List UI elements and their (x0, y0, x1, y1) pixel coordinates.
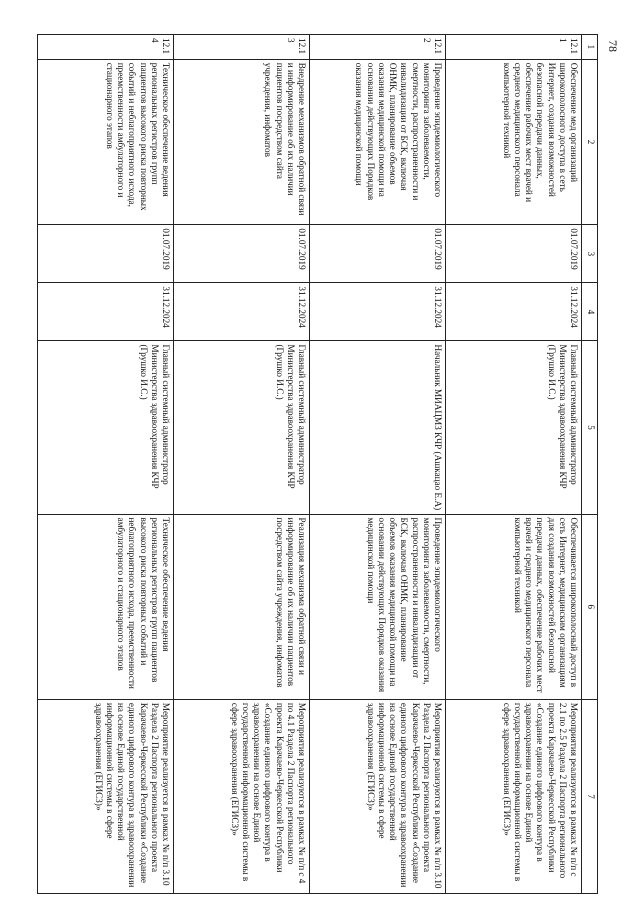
row-number: 12.14 (38, 35, 174, 60)
responsible-cell: Главный системный администратор Министерства здравоохранения КЧР (Грушко И.С.) (38, 341, 174, 514)
column-header: 3 (582, 225, 598, 283)
note-cell: Мероприятия реализуются в рамках № п/п с 4 по 4.1 Раздела 2 Паспорта регионального проекта Карачаево-Черкесской Республики «Создание единого цифрового контура в здравоохранении на основе Единой государственной информационной системы в сфере здравоохранения (ЕГИСЗ)» (174, 699, 310, 893)
rotated-table-container (38, 34, 598, 894)
column-header: 4 (582, 283, 598, 341)
column-header: 6 (582, 514, 598, 699)
page-number: 78 (606, 40, 620, 52)
table-row (446, 35, 582, 894)
row-number: 12.13 (174, 35, 310, 60)
start-date-cell: 01.07.2019 (310, 225, 446, 283)
activity-cell: Проведение эпидемиологического мониторинга заболеваемости, смертности, распространенности и инвалидизации от БСК, включая ОНМК, планирование объемов оказания медицинской помощи на основании действующих Порядков оказания медицинской помощи (310, 59, 446, 225)
row-number: 12.12 (310, 35, 446, 60)
note-cell: Мероприятия реализуются в рамках № п/п 3.10 Раздела 2 Паспорта регионального проекта Карачаево-Черкесской Республики «Создание единого цифрового контура в здравоохранении на основе Единой государственной информационной системы в сфере здравоохранения (ЕГИСЗ)» (310, 699, 446, 893)
result-cell: Техническое обеспечение ведения региональных регистров групп пациентов высокого риска повторных событий и неблагоприятного исхода, преемственности амбулаторного и стационарного этапов (38, 514, 174, 699)
end-date-cell: 31.12.2024 (310, 283, 446, 341)
start-date-cell: 01.07.2019 (446, 225, 582, 283)
result-cell: Проведение эпидемиологического мониторинга заболеваемости, смертности, распространенности и инвалидизации от БСК, включая ОНМК, планирование объемов оказания медицинской помощи на основании действующих Порядков оказания медицинской помощи (310, 514, 446, 699)
column-header: 7 (582, 699, 598, 893)
header-row (582, 35, 598, 894)
start-date-cell: 01.07.2019 (38, 225, 174, 283)
start-date-cell: 01.07.2019 (174, 225, 310, 283)
activity-cell: Внедрение механизмов обратной связи и информирование об их наличии пациентов посредством сайта учреждения, инфоматов (174, 59, 310, 225)
table-row (310, 35, 446, 894)
row-number: 12.11 (446, 35, 582, 60)
column-header: 2 (582, 59, 598, 225)
responsible-cell: Главный системный администратор Министерства здравоохранения КЧР (Грушко И.С.) (174, 341, 310, 514)
activity-cell: Обеспечение мед организаций широкополосного доступа в сеть Интернет, создания возможностей безопасной передачи данных, обеспечение рабочих мест врачей и среднего медицинского персонала компьютерной техникой (446, 59, 582, 225)
responsible-cell: Главный системный администратор Министерства здравоохранения КЧР (Грушко И.С.) (446, 341, 582, 514)
table-row (174, 35, 310, 894)
measures-table (37, 34, 598, 894)
note-cell: Мероприятие реализуется в рамках № п/п 3.10 Раздела 2 Паспорта регионального проекта Карачаево-Черкесской Республики «Создание единого цифрового контура в здравоохранении на основе Единой государственной информационной системы в сфере здравоохранения (ЕГИСЗ)» (38, 699, 174, 893)
column-header: 1 (582, 35, 598, 60)
column-header: 5 (582, 341, 598, 514)
responsible-cell: Начальник МИАЦМЗ КЧР (Ашкацао Е.А) (310, 341, 446, 514)
end-date-cell: 31.12.2024 (446, 283, 582, 341)
result-cell: Реализация механизма обратной связи и информирование об их наличии пациентов посредством сайта учреждения, инфоматов (174, 514, 310, 699)
note-cell: Мероприятия реализуются в рамках № п/п с 2.1 по 2.5 Раздела 2 Паспорта регионального проекта Карачаево-Черкесской Республики «Создание единого цифрового контура в здравоохранении на основе Единой государственной информационной системы в сфере здравоохранения (ЕГИСЗ)» (446, 699, 582, 893)
result-cell: Обеспечивается широкополосный доступ в сеть Интернет, медицинским организациям для создания возможностей безопасной передачи данных, обеспечение рабочих мест врачей и среднего медицинского персонала компьютерной техникой (446, 514, 582, 699)
end-date-cell: 31.12.2024 (174, 283, 310, 341)
end-date-cell: 31.12.2024 (38, 283, 174, 341)
activity-cell: Техническое обеспечение ведения региональных регистров групп пациентов высокого риска повторных событий и неблагоприятного исхода, преемственности амбулаторного и стационарного этапов (38, 59, 174, 225)
table-row (38, 35, 174, 894)
